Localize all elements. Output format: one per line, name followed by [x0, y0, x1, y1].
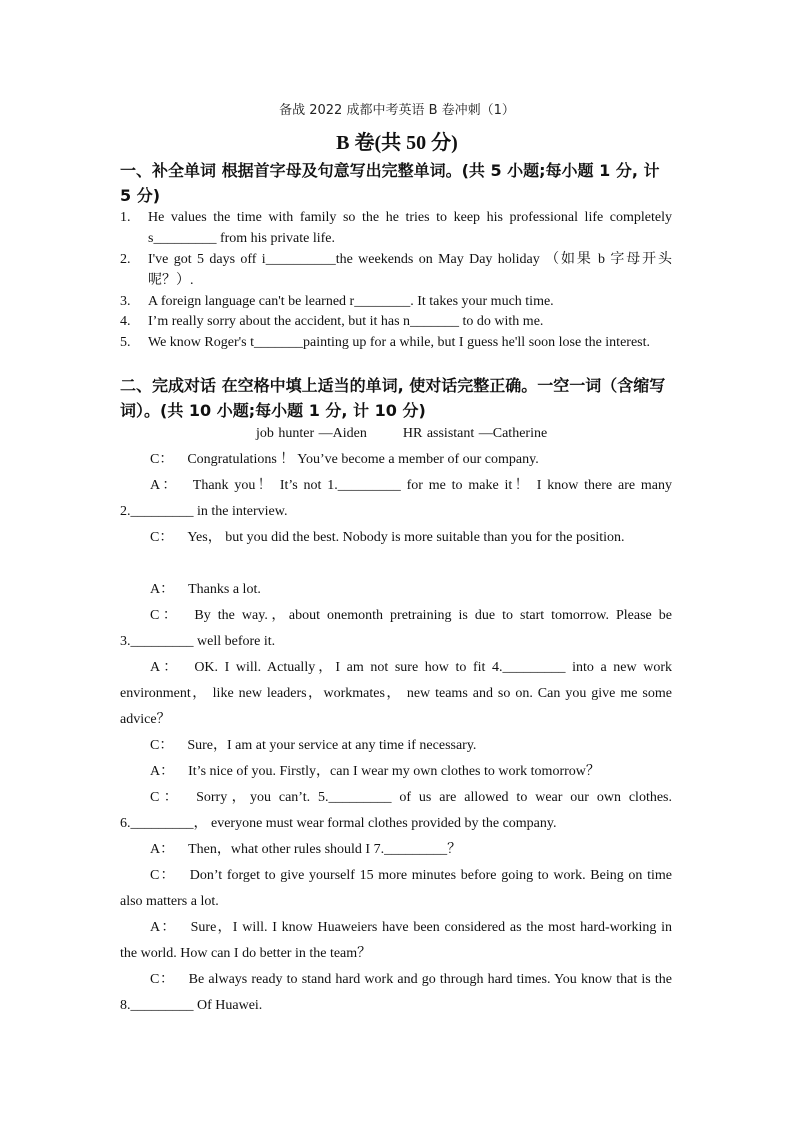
- dialogue-line: [120, 577, 672, 603]
- speaker-label: C：: [150, 530, 174, 545]
- dialogue-line: [120, 759, 672, 785]
- dialogue-text: Thank you！ It’s not 1._________ for me to make it！ I know there are many 2._________ in the interview.: [120, 478, 672, 519]
- section1-heading: 一、补全单词 根据首字母及句意写出完整单词。(共 5 小题;每小题 1 分, 计 5 分): [120, 161, 660, 205]
- dialogue-text: Then，what other rules should I 7._________？: [188, 842, 462, 857]
- dialogue-text: Sure，I will. I know Huaweiers have been considered as the most hard-working in the world. How can I do better in the team？: [120, 920, 672, 961]
- dialogue-text: Be always ready to stand hard work and go through hard times. You know that is the 8._________ Of Huawei.: [120, 972, 672, 1013]
- speaker-label: A：: [150, 660, 181, 675]
- question-number: 3.: [120, 294, 131, 309]
- question-number: 1.: [120, 210, 131, 225]
- section2-heading: 二、完成对话 在空格中填上适当的单词, 使对话完整正确。一空一词（含缩写词）。(共 10 小题;每小题 1 分, 计 10 分): [120, 376, 666, 420]
- question-number: 4.: [120, 314, 131, 329]
- speaker-label: A：: [150, 764, 175, 779]
- dialogue-roles: job hunter —Aiden HR assistant —Catherine: [256, 426, 548, 441]
- dialogue-line: [120, 837, 672, 863]
- speaker-label: C：: [150, 868, 176, 883]
- question-text: A foreign language can't be learned r________. It takes your much time.: [148, 294, 554, 309]
- dialogue-line: [120, 655, 672, 733]
- dialogue-line: [120, 967, 672, 1019]
- dialogue-line: [120, 525, 672, 551]
- dialogue-line: [120, 863, 672, 915]
- dialogue-text: Sorry，you can’t. 5._________ of us are allowed to wear our own clothes. 6._________， everyone must wear formal clothes provided by the company.: [120, 790, 672, 831]
- dialogue-line: [120, 733, 672, 759]
- dialogue-text: By the way.，about onemonth pretraining is due to start tomorrow. Please be 3._________ well before it.: [120, 608, 673, 649]
- speaker-label: A：: [150, 478, 179, 493]
- dialogue-line: [120, 785, 672, 837]
- speaker-label: C：: [150, 452, 174, 467]
- dialogue-line: [120, 915, 672, 967]
- dialogue-line: [120, 473, 672, 525]
- speaker-label: A：: [150, 582, 175, 597]
- page-header: 备战 2022 成都中考英语 B 卷冲刺（1）: [279, 103, 515, 118]
- dialogue-text: It’s nice of you. Firstly，can I wear my own clothes to work tomorrow？: [188, 764, 600, 779]
- speaker-label: C：: [150, 608, 181, 623]
- page-title: B 卷(共 50 分): [336, 132, 458, 154]
- speaker-label: C：: [150, 972, 175, 987]
- speaker-label: C：: [150, 790, 183, 805]
- dialogue-text: OK. I will. Actually，I am not sure how to fit 4._________ into a new work environment， like new leaders，workmates， new teams and so on. Can you give me some advice？: [120, 660, 672, 727]
- dialogue-text: Sure，I am at your service at any time if necessary.: [187, 738, 477, 753]
- question-text: I’m really sorry about the accident, but it has n_______ to do with me.: [148, 314, 544, 329]
- question-text: He values the time with family so the he tries to keep his professional life completely s_________ from his private life.: [148, 210, 672, 246]
- dialogue-line: [120, 447, 672, 473]
- dialogue-text: Congratulations ！ You’ve become a member of our company.: [187, 452, 539, 467]
- question-text: We know Roger's t_______painting up for a while, but I guess he'll soon lose the interest.: [148, 335, 651, 350]
- question-text: I've got 5 days off i__________the weekends on May Day holiday （如果 b 字母开头呢？）.: [148, 252, 672, 288]
- speaker-label: C：: [150, 738, 174, 753]
- dialogue-text: Yes， but you did the best. Nobody is more suitable than you for the position.: [187, 530, 625, 545]
- dialogue-text: Don’t forget to give yourself 15 more minutes before going to work. Being on time also matters a lot.: [120, 868, 672, 909]
- dialogue-text: Thanks a lot.: [188, 582, 261, 597]
- dialogue-line: [120, 603, 672, 655]
- speaker-label: A：: [150, 842, 175, 857]
- speaker-label: A：: [150, 920, 177, 935]
- question-number: 5.: [120, 335, 131, 350]
- question-number: 2.: [120, 252, 131, 267]
